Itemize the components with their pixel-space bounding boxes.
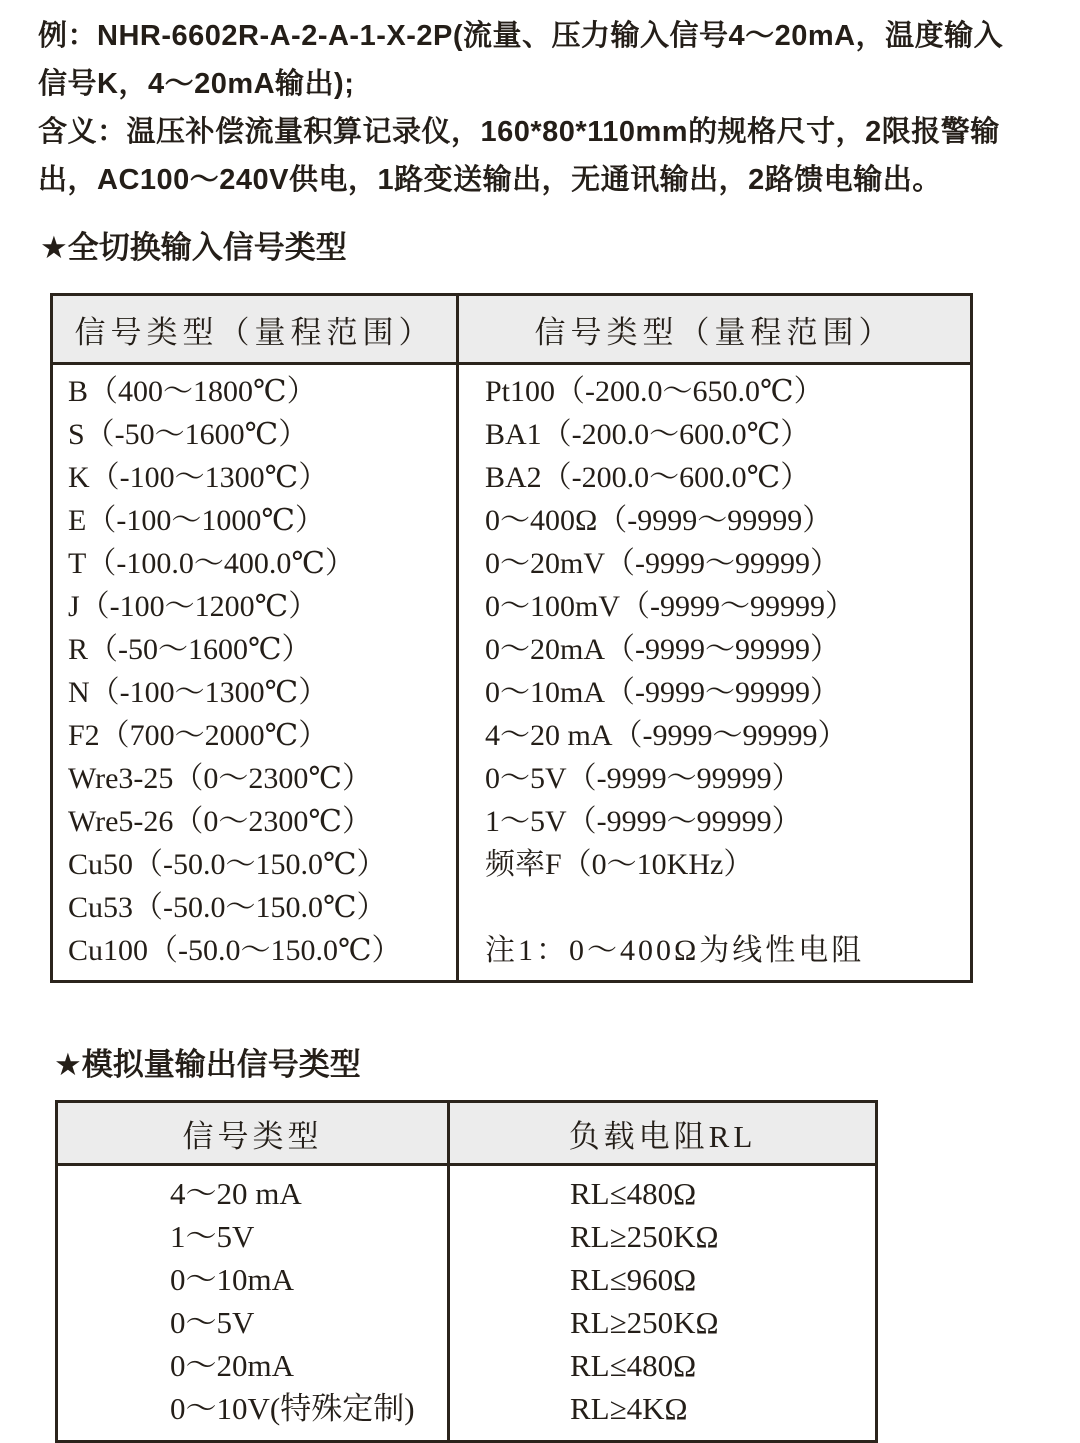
table-row: 4～20 mA (170, 1176, 302, 1211)
table-row: RL≤480Ω (570, 1176, 697, 1211)
table1-right-column (459, 365, 970, 980)
table-row: RL≤960Ω (570, 1262, 697, 1297)
table-row: 0～10mA（-9999～99999） (485, 676, 840, 709)
table-row: RL≥250KΩ (570, 1219, 719, 1254)
table2-header-signal: 信号类型 (58, 1103, 450, 1163)
table-row: N（-100～1300℃） (68, 676, 329, 709)
table-row: Wre5-26（0～2300℃） (68, 805, 372, 838)
table-row: B（400～1800℃） (68, 375, 317, 408)
table-row: Wre3-25（0～2300℃） (68, 762, 372, 795)
table-row: Pt100（-200.0～650.0℃） (485, 375, 824, 408)
table-row: Cu50（-50.0～150.0℃） (68, 848, 387, 881)
table-row: J（-100～1200℃） (68, 590, 319, 623)
section-title-input-signals: ★全切换输入信号类型 (40, 230, 347, 265)
table-row: BA2（-200.0～600.0℃） (485, 461, 811, 494)
table-row: 0～100mV（-9999～99999） (485, 590, 855, 623)
table2-signal-column (58, 1166, 450, 1440)
output-signal-table (55, 1100, 878, 1443)
intro-paragraph (0, 0, 1080, 204)
table1-header-right: 信号类型（量程范围） (534, 315, 895, 350)
table-row: 0～10mA (170, 1262, 294, 1297)
table-row: E（-100～1000℃） (68, 504, 325, 537)
table-row: 0～20mA (170, 1348, 294, 1383)
input-signal-table (50, 293, 973, 983)
intro-line: 信号K，4～20mA输出); (38, 68, 355, 100)
intro-line: 出，AC100～240V供电，1路变送输出，无通讯输出，2路馈电输出。 (38, 164, 942, 196)
input-signal-table-body (53, 365, 970, 980)
table-row: 4～20 mA（-9999～99999） (485, 719, 848, 752)
table-row: K（-100～1300℃） (68, 461, 329, 494)
table-row: 0～20mA（-9999～99999） (485, 633, 840, 666)
intro-line: 含义：温压补偿流量积算记录仪，160*80*110mm的规格尺寸，2限报警输 (38, 116, 1000, 148)
table1-left-column (53, 365, 459, 980)
table-row: R（-50～1600℃） (68, 633, 312, 666)
table-row: 1～5V（-9999～99999） (485, 805, 802, 838)
input-signal-table-header (53, 296, 970, 365)
table-row: 0～5V (170, 1305, 255, 1340)
output-signal-table-body (58, 1166, 875, 1440)
table-row: 0～5V（-9999～99999） (485, 762, 802, 795)
output-signal-table-header (58, 1103, 875, 1166)
table-row: RL≥4KΩ (570, 1391, 688, 1426)
table-row: RL≥250KΩ (570, 1305, 719, 1340)
table-row: 0～20mV（-9999～99999） (485, 547, 840, 580)
table-row: Cu53（-50.0～150.0℃） (68, 891, 387, 924)
table-row: T（-100.0～400.0℃） (68, 547, 355, 580)
table1-note: 注1：0～400Ω为线性电阻 (485, 934, 865, 967)
table-row: 0～400Ω（-9999～99999） (485, 504, 833, 537)
table-row: 频率F（0～10KHz） (485, 848, 754, 881)
table1-header-left: 信号类型（量程范围） (53, 296, 459, 362)
table2-load-column (450, 1166, 875, 1440)
table-row: 1～5V (170, 1219, 255, 1254)
table-row: S（-50～1600℃） (68, 418, 309, 451)
intro-line: 例：NHR-6602R-A-2-A-1-X-2P(流量、压力输入信号4～20mA，温度输入 (38, 20, 1004, 52)
table-row: RL≤480Ω (570, 1348, 697, 1383)
table2-header-load: 负载电阻RL (568, 1119, 757, 1154)
section-title-output-signals: ★模拟量输出信号类型 (54, 1047, 361, 1082)
table-row: BA1（-200.0～600.0℃） (485, 418, 811, 451)
table-row: Cu100（-50.0～150.0℃） (68, 934, 402, 967)
table-row: 0～10V(特殊定制) (170, 1391, 415, 1426)
blank-row (485, 886, 970, 929)
table-row: F2（700～2000℃） (68, 719, 329, 752)
